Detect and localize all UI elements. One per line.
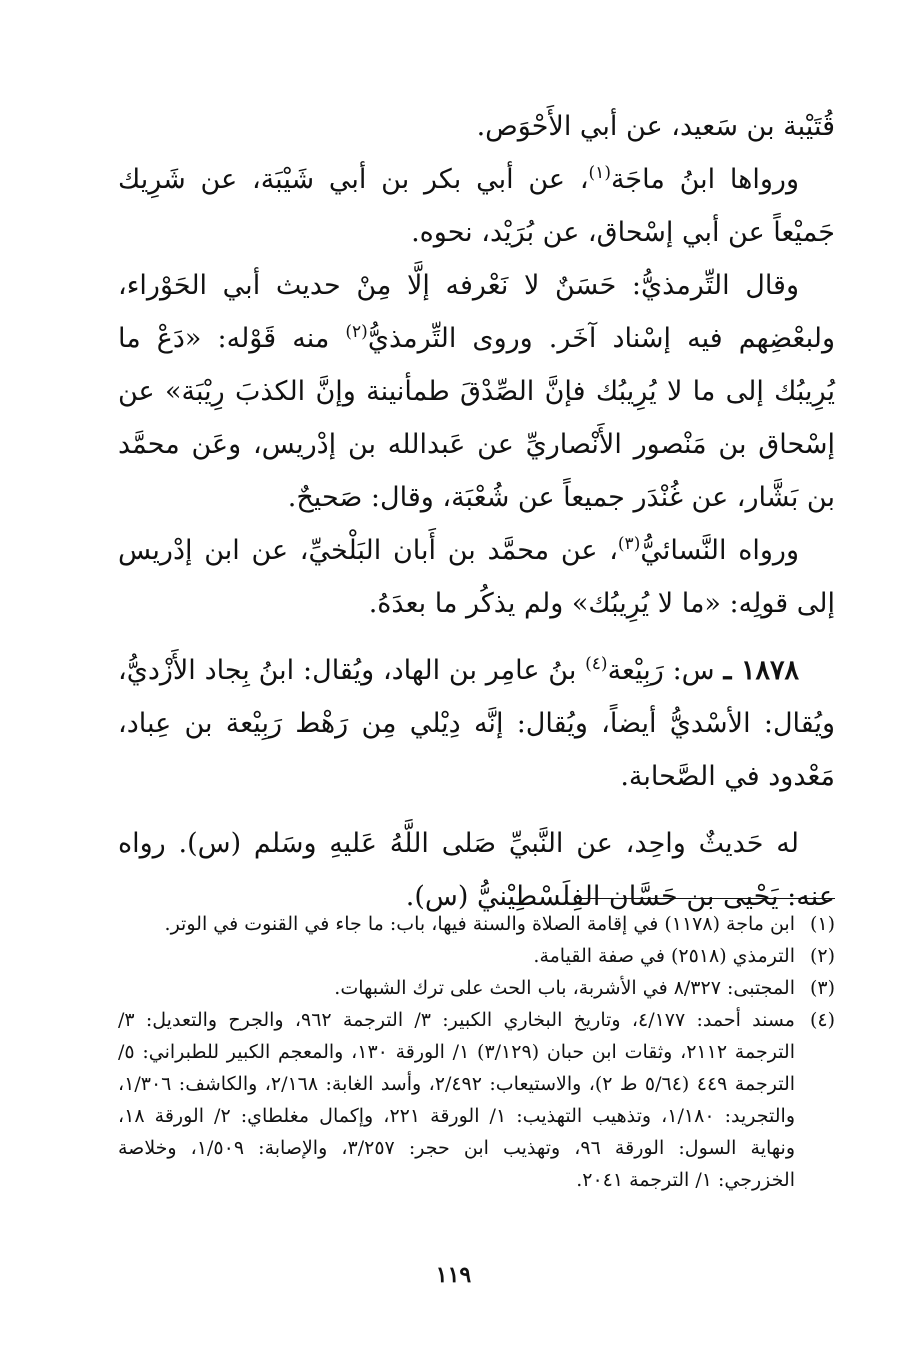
footnote-number: (٣) xyxy=(809,977,835,999)
paragraph-1: قُتَيْبة بن سَعيد، عن أبي الأَحْوَص. xyxy=(476,111,835,142)
footnote-divider xyxy=(577,898,835,899)
footnote-text: ابن ماجة (١١٧٨) في إقامة الصلاة والسنة فيها، باب: ما جاء في القنوت في الوتر. xyxy=(164,913,795,935)
paragraph-3: وقال التِّرمذيُّ: حَسَنٌ لا نَعْرفه إلَّا مِنْ حديث أبي الحَوْراء، ولبعْضِهم فيه إسْناد آخَر. وروى التِّرمذيُّ$^{(٢)}$ منه قَوْله: «دَعْ ما يُرِيبُك إلى ما لا يُرِيبُك فإنَّ الصِّدْقَ طمأنينة وإنَّ الكذبَ رِيْبَة» عن إسْحاق بن مَنْصور الأَنْصاريِّ عن عَبدالله بن إدْريس، وعَن محمَّد بن بَشَّار، عن غُنْدَر جميعاً عن شُعْبَة، وقال: صَحيحٌ. xyxy=(118,270,835,513)
paragraph-4: ورواه النَّسائيُّ$^{(٣)}$، عن محمَّد بن أَبان البَلْخيِّ، عن ابن إدْريس إلى قولِه: «ما لا يُرِيبُك» ولم يذكُر ما بعدَهُ. xyxy=(118,534,835,619)
footnote-1 xyxy=(118,908,835,940)
footnotes xyxy=(118,908,835,1196)
footnote-number: (٤) xyxy=(809,1009,835,1031)
page-number: ١١٩ xyxy=(435,1262,472,1288)
footnote-text: المجتبى: ٨/٣٢٧ في الأشربة، باب الحث على ترك الشبهات. xyxy=(334,977,795,999)
entry-1878: ١٨٧٨ ـ س: رَبِيْعة$^{(٤)}$ بنُ عامِر بن الهاد، ويُقال: ابنُ بِجاد الأَزْديُّ، ويُقال: الأسْديُّ أيضاً، ويُقال: إنَّه دِيْلي مِن رَهْط رَبِيْعة بن عِباد، مَعْدود في الصَّحابة. xyxy=(118,654,835,792)
footnote-4 xyxy=(118,1004,835,1196)
paragraph-6: له حَديثٌ واحِد، عن النَّبيِّ صَلى اللَّهُ عَليهِ وسَلم (س). رواه عنه: يَحْيى بن حَسَّان الفِلَسْطِيْنيُّ (س). xyxy=(118,828,835,912)
main-text xyxy=(118,100,835,923)
footnote-ref-2[interactable]: (٢) xyxy=(345,322,368,342)
paragraph-2: ورواها ابنُ ماجَة$^{(١)}$، عن أبي بكر بن أبي شَيْبَة، عن شَرِيك جَميْعاً عن أبي إسْحاق، عن بُرَيْد، نحوه. xyxy=(118,163,835,248)
footnote-ref-1[interactable]: (١) xyxy=(588,163,611,183)
footnote-ref-3[interactable]: (٣) xyxy=(617,534,641,554)
entry-number: ١٨٧٨ ـ xyxy=(723,655,799,686)
footnote-number: (٢) xyxy=(809,945,835,967)
footnote-number: (١) xyxy=(809,913,835,935)
footnote-ref-4[interactable]: (٤) xyxy=(585,654,608,674)
footnote-text: الترمذي (٢٥١٨) في صفة القيامة. xyxy=(533,945,795,967)
footnote-3 xyxy=(118,972,835,1004)
footnote-text: مسند أحمد: ٤/١٧٧، وتاريخ البخاري الكبير: ٣/ الترجمة ٩٦٢، والجرح والتعديل: ٣/ الترجمة ٢١١٢، وثقات ابن حبان (٣/١٢٩) ١/ الورقة ١٣٠، والمعجم الكبير للطبراني: ٥/ الترجمة ٤٤٩ (٥/٦٤ ط ٢)، والاستيعاب: ٢/٤٩٢، وأسد الغابة: ٢/١٦٨، والكاشف: ١/٣٠٦، والتجريد: ١/١٨٠، وتذهيب التهذيب: ١/ الورقة ٢٢١، وإكمال مغلطاي: ٢/ الورقة ١٨، ونهاية السول: الورقة ٩٦، وتهذيب ابن حجر: ٣/٢٥٧، والإصابة: ١/٥٠٩، وخلاصة الخزرجي: ١/ الترجمة ٢٠٤١. xyxy=(118,1009,796,1191)
footnote-2 xyxy=(118,940,835,972)
